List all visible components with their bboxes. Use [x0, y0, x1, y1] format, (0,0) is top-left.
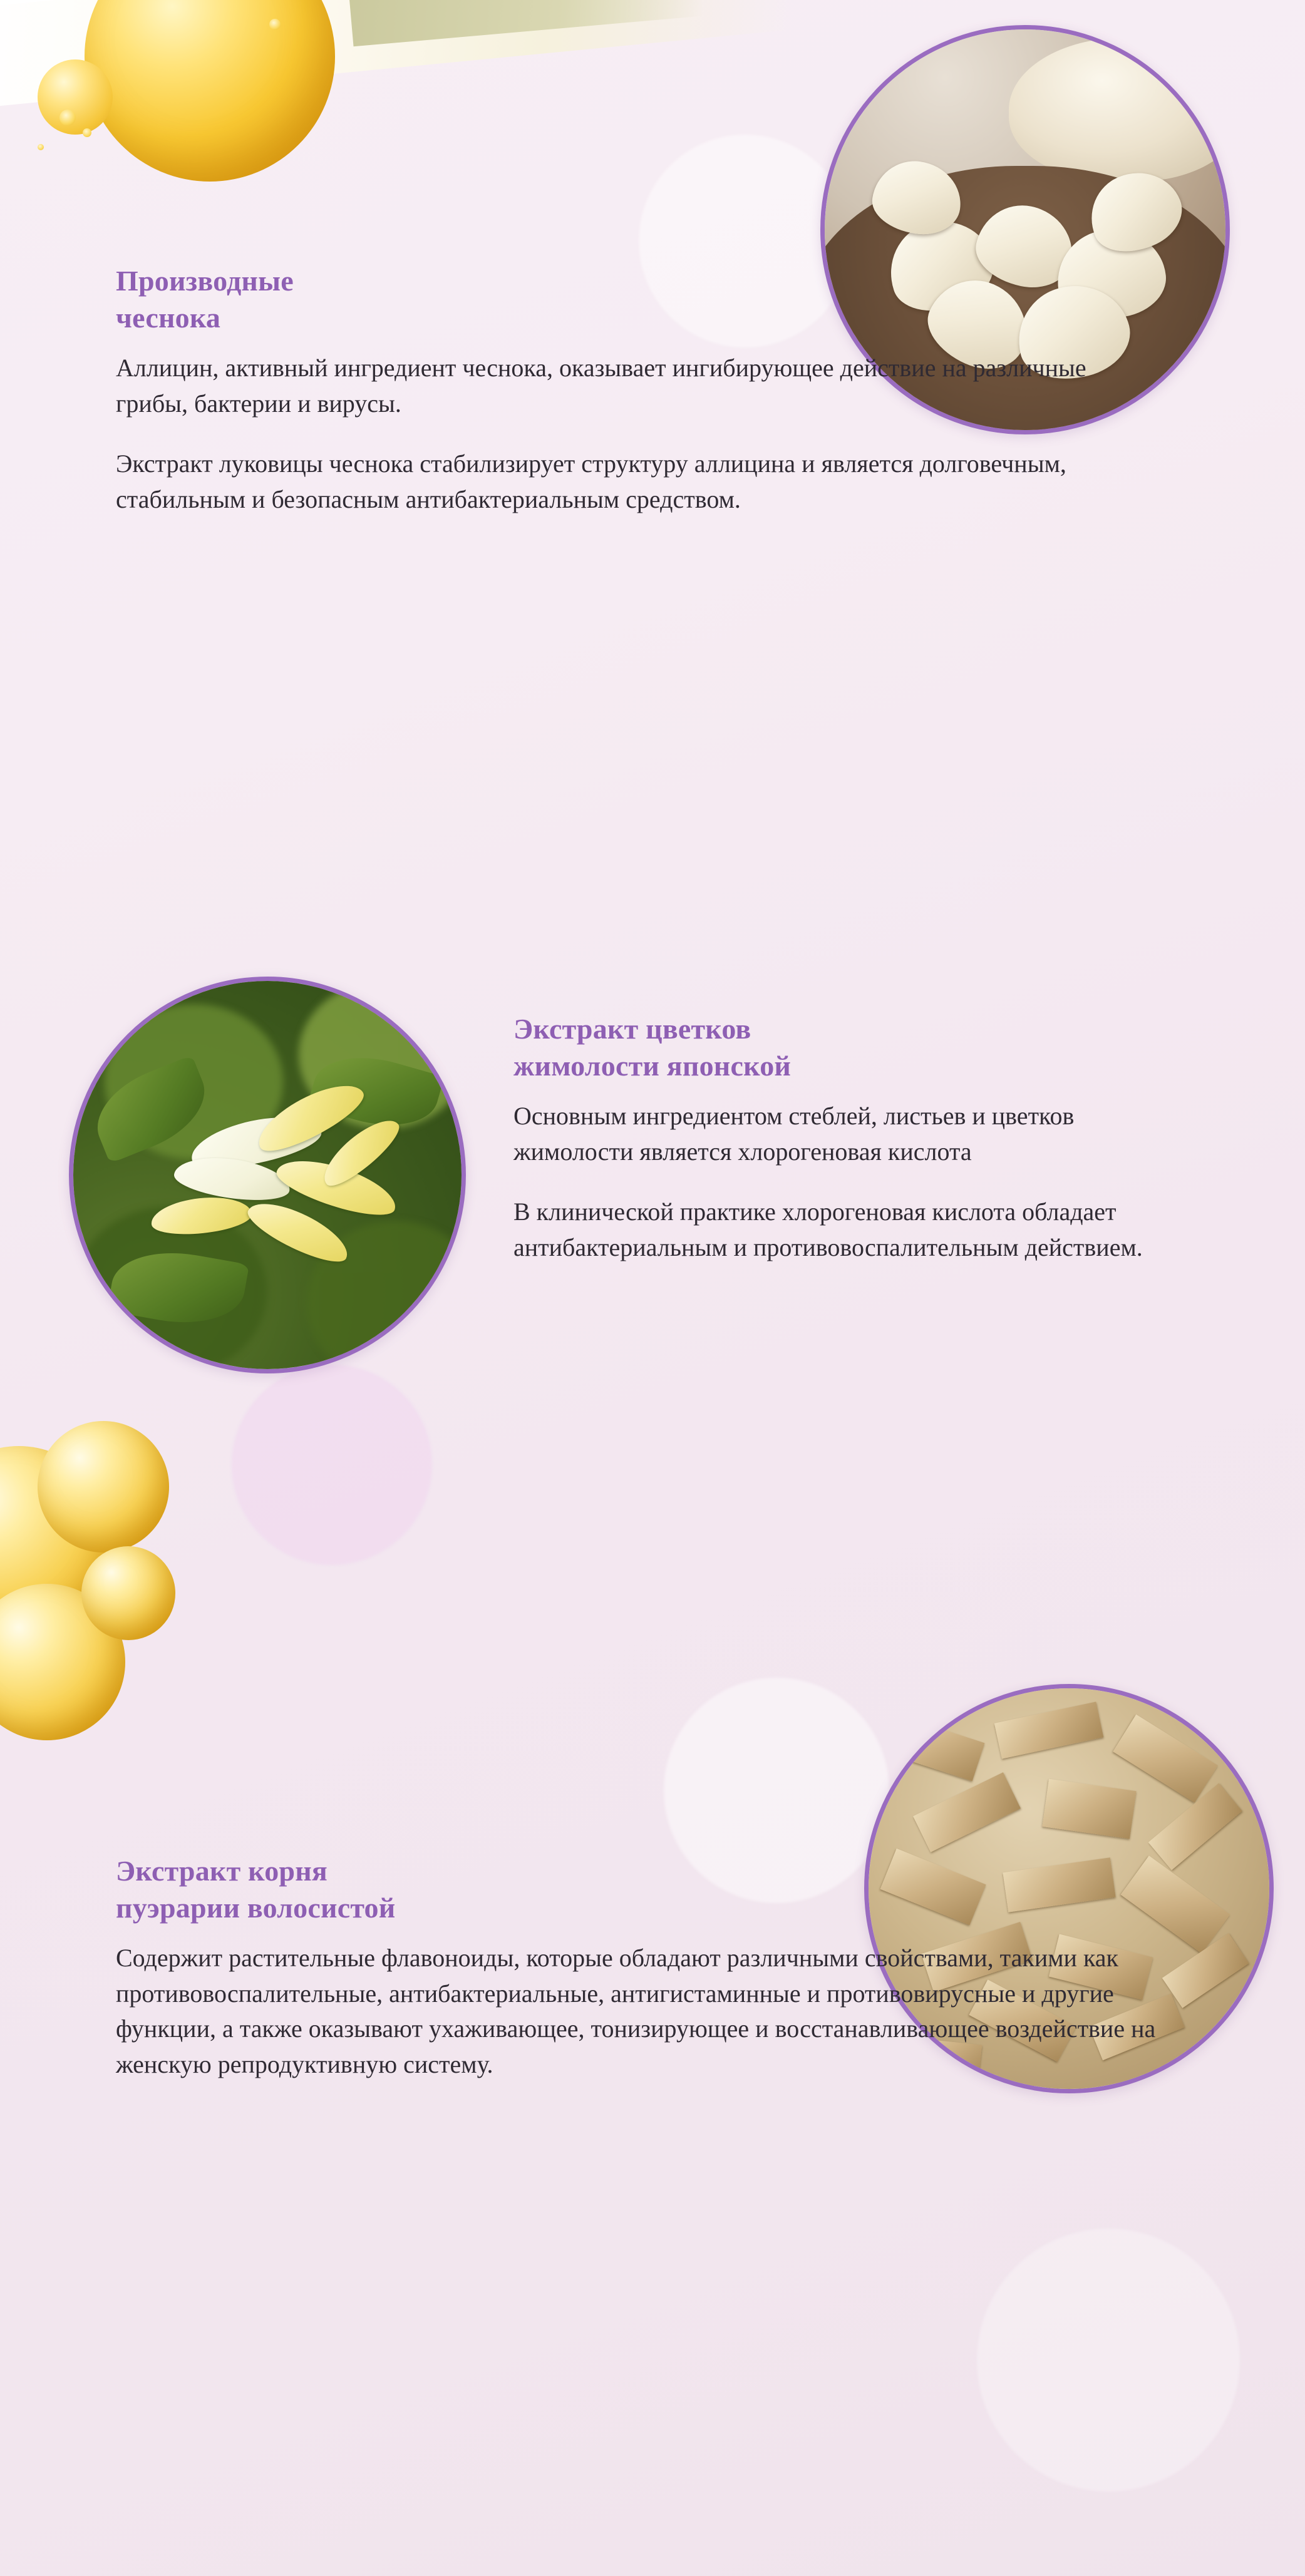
- section-pueraria-paragraph-1: Содержит растительные флавоноиды, которые обладают различными свойствами, такими как противовоспалительные, антибактериальные, антигистаминные и противовирусные и другие функции, а также оказывают ухаживающее, тонизирующее и восстанавливающее воздействие на женскую репродуктивную систему.: [116, 1943, 1156, 2079]
- golden-bubble-cluster: [0, 1421, 225, 1747]
- section-pueraria-heading-line2: пуэрарии волосистой: [116, 1891, 396, 1924]
- golden-sparkle-3: [38, 144, 44, 150]
- top-diagonal-highlight: [0, 0, 792, 108]
- section-garlic: [116, 263, 1155, 518]
- golden-sparkle-2: [83, 128, 91, 137]
- section-honeysuckle-paragraph-1: Основным ингредиентом стеблей, листьев и цветков жимолости является хлорогеновая кислота: [513, 1101, 1075, 1166]
- bubble-2: [38, 1421, 169, 1552]
- section-honeysuckle-heading-line2: жимолости японской: [513, 1049, 792, 1082]
- section-garlic-paragraph-1: Аллицин, активный ингредиент чеснока, оказывает ингибирующее действие на различные грибы, бактерии и вирусы.: [116, 353, 1086, 418]
- top-olive-band: [349, 0, 703, 46]
- section-pueraria-heading-line1: Экстракт корня: [116, 1855, 328, 1887]
- bubble-1: [0, 1446, 113, 1634]
- section-pueraria-heading: [116, 1853, 1180, 1927]
- soft-circle-2: [232, 1365, 432, 1565]
- honeysuckle-flowers-photo: [69, 977, 466, 1373]
- golden-droplet-small: [38, 59, 113, 135]
- section-honeysuckle-paragraph-2: В клинической практике хлорогеновая кислота обладает антибактериальным и противовоспалительным действием.: [513, 1198, 1143, 1262]
- section-honeysuckle-heading-line1: Экстракт цветков: [513, 1013, 751, 1045]
- section-garlic-heading-line1: Производные: [116, 265, 294, 297]
- golden-droplet-large: [85, 0, 335, 182]
- top-white-strip: [0, 0, 564, 19]
- section-honeysuckle-heading: [513, 1011, 1152, 1085]
- bubble-3: [0, 1584, 125, 1740]
- section-honeysuckle: [513, 1011, 1152, 1266]
- section-garlic-heading-line2: чеснока: [116, 301, 221, 334]
- soft-circle-4: [977, 2229, 1240, 2491]
- bubble-4: [81, 1546, 175, 1640]
- section-pueraria: [116, 1853, 1180, 2083]
- section-garlic-paragraph-2: Экстракт луковицы чеснока стабилизирует структуру аллицина и является долговечным, стабильным и безопасным антибактериальным средством.: [116, 449, 1066, 514]
- golden-sparkle-1: [59, 110, 76, 126]
- golden-sparkle-4: [269, 19, 281, 30]
- section-garlic-heading: [116, 263, 1155, 337]
